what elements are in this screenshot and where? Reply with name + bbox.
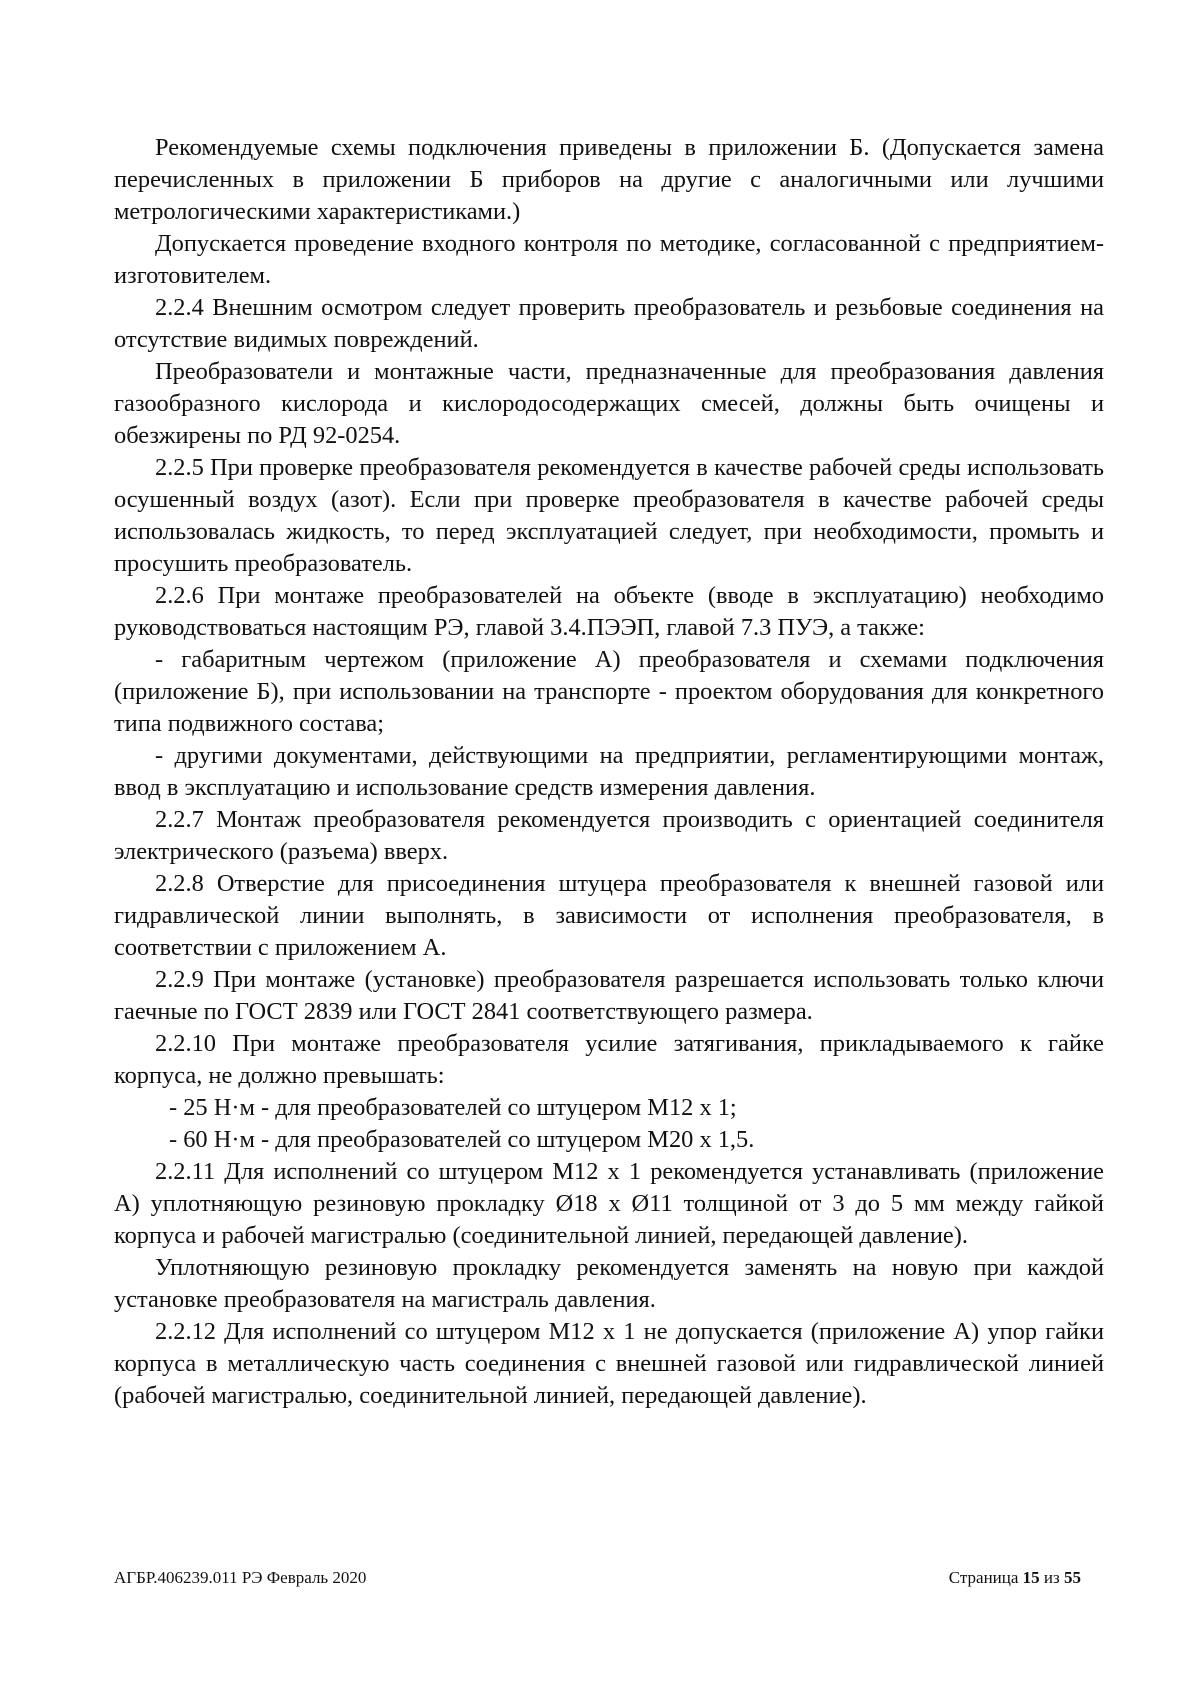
footer-page-number — [949, 1567, 1081, 1589]
document-body — [114, 132, 1104, 1412]
paragraph-2-2-9: 2.2.9 При монтаже (установке) преобразователя разрешается использовать только ключи гаечные по ГОСТ 2839 или ГОСТ 2841 соответствующего размера. — [114, 966, 1104, 1025]
paragraph-2-2-5: 2.2.5 При проверке преобразователя рекомендуется в качестве рабочей среды использовать осушенный воздух (азот). Если при проверке преобразователя в качестве рабочей среды использовалась жидкость, то перед эксплуатацией следует, при необходимости, промыть и просушить преобразователь. — [114, 454, 1104, 577]
page-label: Страница — [948, 1568, 1019, 1587]
paragraph-2-2-11: 2.2.11 Для исполнений со штуцером М12 х 1 рекомендуется устанавливать (приложение А) уплотняющую резиновую прокладку Ø18 х Ø11 толщиной от 3 до 5 мм между гайкой корпуса и рабочей магистралью (соединительной линией, передающей давление). — [114, 1158, 1104, 1249]
list-item-torque-m20: - 60 Н·м - для преобразователей со штуцером М20 х 1,5. — [169, 1126, 755, 1153]
footer-document-id: АГБР.406239.011 РЭ Февраль 2020 — [114, 1568, 367, 1587]
list-item-torque-m12: - 25 Н·м - для преобразователей со штуцером М12 х 1; — [169, 1094, 737, 1121]
page-current: 15 — [1022, 1568, 1040, 1587]
paragraph-2-2-7: 2.2.7 Монтаж преобразователя рекомендуется производить с ориентацией соединителя электрического (разъема) вверх. — [114, 806, 1104, 865]
paragraph-2-2-12: 2.2.12 Для исполнений со штуцером М12 х 1 не допускается (приложение А) упор гайки корпуса в металлическую часть соединения с внешней газовой или гидравлической линией (рабочей магистралью, соединительной линией, передающей давление). — [114, 1318, 1104, 1409]
page-total: 55 — [1064, 1568, 1081, 1587]
paragraph-2-2-6: 2.2.6 При монтаже преобразователей на объекте (вводе в эксплуатацию) необходимо руководствоваться настоящим РЭ, главой 3.4.ПЭЭП, главой 7.3 ПУЭ, а также: — [114, 582, 1104, 641]
paragraph-oxygen-cleaning: Преобразователи и монтажные части, предназначенные для преобразования давления газообразного кислорода и кислородосодержащих смесей, должны быть очищены и обезжирены по РД 92-0254. — [114, 358, 1104, 449]
paragraph-connection-schemes: Рекомендуемые схемы подключения приведены в приложении Б. (Допускается замена перечисленных в приложении Б приборов на другие с аналогичными или лучшими метрологическими характеристиками.) — [114, 134, 1104, 225]
paragraph-incoming-inspection: Допускается проведение входного контроля по методике, согласованной с предприятием-изготовителем. — [114, 230, 1104, 289]
paragraph-gasket-replacement: Уплотняющую резиновую прокладку рекомендуется заменять на новую при каждой установке преобразователя на магистраль давления. — [114, 1254, 1104, 1313]
page-of: из — [1043, 1568, 1060, 1587]
paragraph-2-2-4: 2.2.4 Внешним осмотром следует проверить преобразователь и резьбовые соединения на отсутствие видимых повреждений. — [114, 294, 1104, 353]
paragraph-2-2-10: 2.2.10 При монтаже преобразователя усилие затягивания, прикладываемого к гайке корпуса, не должно превышать: — [114, 1030, 1104, 1089]
paragraph-2-2-8: 2.2.8 Отверстие для присоединения штуцера преобразователя к внешней газовой или гидравлической линии выполнять, в зависимости от исполнения преобразователя, в соответствии с приложением А. — [114, 870, 1104, 961]
list-item-other-documents: - другими документами, действующими на предприятии, регламентирующими монтаж, ввод в эксплуатацию и использование средств измерения давления. — [114, 742, 1104, 801]
list-item-dimensional-drawing: - габаритным чертежом (приложение А) преобразователя и схемами подключения (приложение Б), при использовании на транспорте - проектом оборудования для конкретного типа подвижного состава; — [114, 646, 1104, 737]
page-footer — [114, 1567, 1081, 1589]
